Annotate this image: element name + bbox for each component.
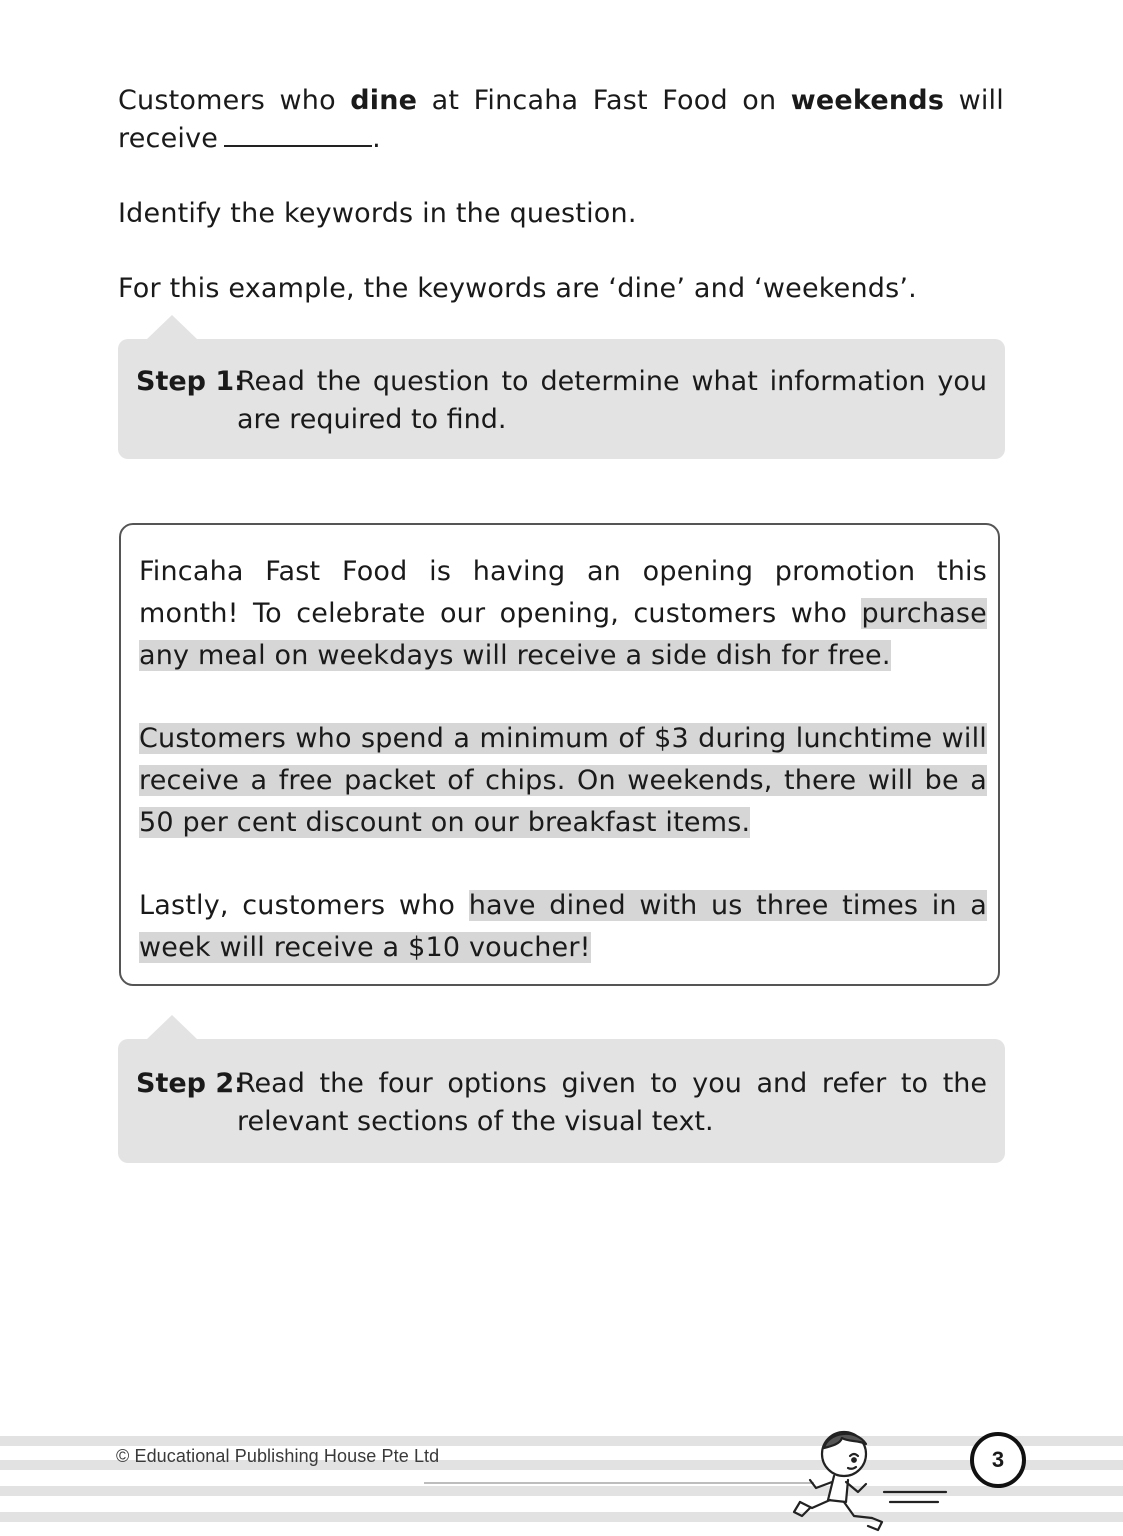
notice-paragraph-3	[139, 885, 987, 969]
notice-paragraph-2	[139, 718, 987, 844]
question-prefix: Customers who	[118, 85, 336, 116]
question-suffix: will receive	[118, 85, 1004, 154]
keyword-dine: dine	[350, 85, 418, 116]
step-2-text: Read the four options given to you and refer to the relevant sections of the visual text.	[237, 1068, 987, 1137]
promotion-notice	[119, 523, 1000, 986]
copyright-text: © Educational Publishing House Pte Ltd	[116, 1446, 440, 1466]
question-end: .	[372, 123, 381, 154]
answer-blank	[224, 123, 372, 147]
notice-paragraph-1	[139, 551, 987, 677]
page-number: 3	[970, 1432, 1026, 1488]
step-2-box	[118, 1039, 1005, 1163]
keyword-weekends: weekends	[790, 85, 945, 116]
step-2-label: Step 2:	[136, 1068, 245, 1099]
notice-p1-highlight: purchase any meal on weekdays will receive a side dish for free.	[139, 598, 987, 671]
instruction-text: Identify the keywords in the question.	[118, 198, 637, 229]
notice-p1-plain: Fincaha Fast Food is having an opening promotion this month! To celebrate our opening, customers who	[139, 556, 987, 629]
notice-p3-highlight: have dined with us three times in a week will receive a $10 voucher!	[139, 890, 988, 963]
step-1-pointer	[146, 315, 198, 340]
question-text	[118, 82, 1004, 158]
step-1-text: Read the question to determine what information you are required to find.	[237, 366, 987, 435]
step-2-pointer	[146, 1015, 198, 1040]
footer-rule	[424, 1482, 814, 1484]
example-note: For this example, the keywords are ‘dine’ and ‘weekends’.	[118, 273, 917, 304]
step-1-box	[118, 339, 1005, 459]
notice-p2-highlight: Customers who spend a minimum of $3 during lunchtime will receive a free packet of chips. On weekends, there will be a 50 per cent discount on our breakfast items.	[139, 723, 987, 838]
notice-p3-plain: Lastly, customers who	[139, 890, 469, 921]
running-boy-icon	[788, 1422, 958, 1534]
question-middle: at Fincaha Fast Food on	[431, 85, 777, 116]
step-1-label: Step 1:	[136, 366, 245, 397]
